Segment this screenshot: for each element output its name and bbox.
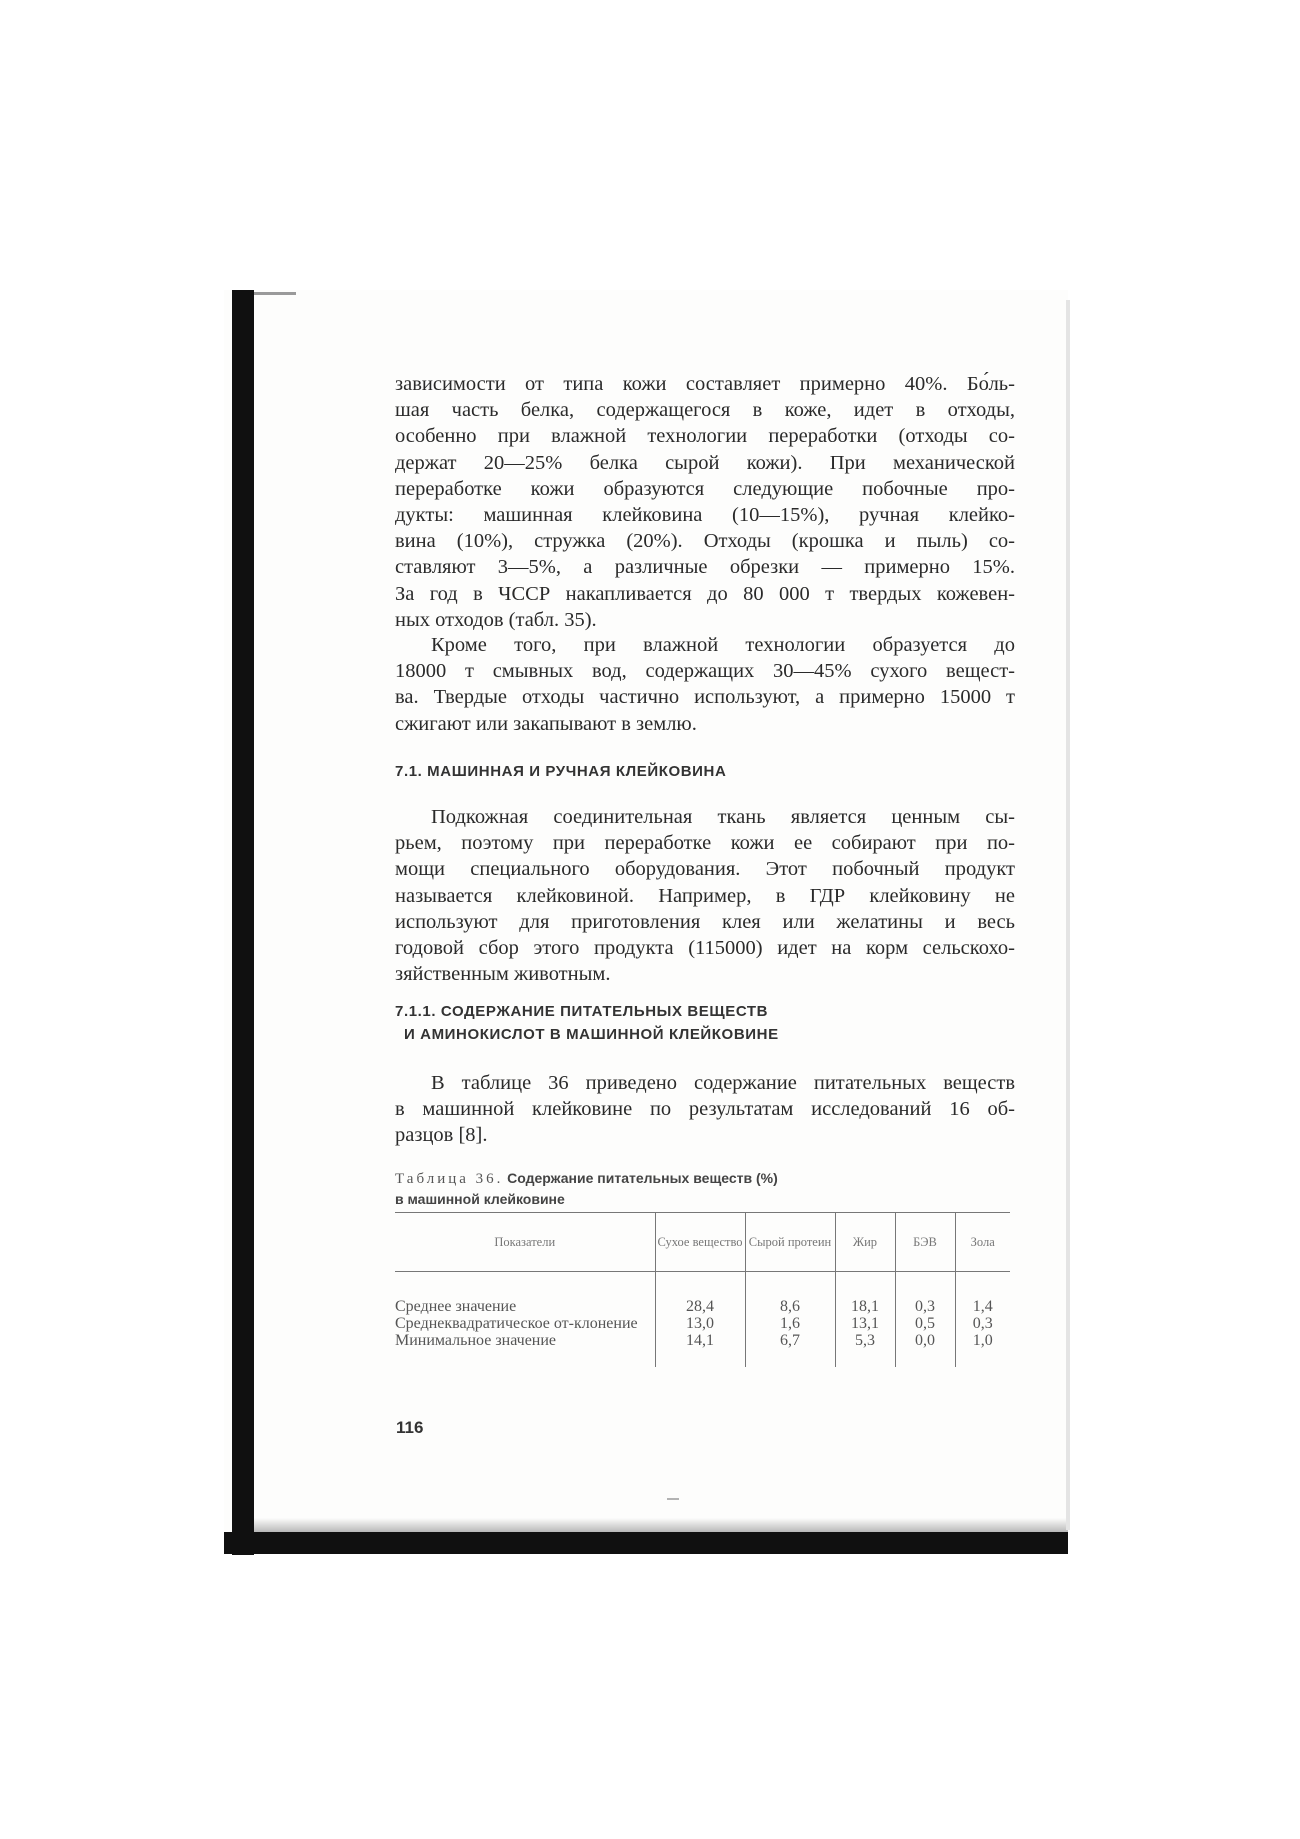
table-cell: 1,4: [955, 1298, 1010, 1315]
text-line: зависимости от типа кожи составляет примерно 40%. Бо́ль-: [395, 373, 1015, 395]
table-cell: 1,0: [955, 1332, 1010, 1367]
section-heading-7-1: [395, 760, 1035, 783]
table-caption: [395, 1168, 1015, 1209]
text-line: шая часть белка, содержащегося в коже, идет в отходы,: [395, 399, 1015, 422]
table-row: [395, 1298, 1010, 1315]
text-line: в машинной клейковине по результатам исследований 16 об-: [395, 1098, 1015, 1121]
table-cell: 8,6: [745, 1298, 835, 1315]
text-line: рьем, поэтому при переработке кожи ее собирают при по-: [395, 832, 1015, 855]
header-cell: Зола: [955, 1213, 1010, 1272]
table-cell: 13,0: [655, 1315, 745, 1332]
table-cell: 0,3: [895, 1298, 955, 1315]
header-cell: БЭВ: [895, 1213, 955, 1272]
scan-speck: [667, 1498, 679, 1500]
section-heading-7-1-1: [395, 1000, 1035, 1046]
table-row: [395, 1315, 1010, 1332]
paragraph-table-intro: [395, 1070, 1015, 1149]
text-line: зяйственным животным.: [395, 963, 611, 986]
table-cell: 14,1: [655, 1332, 745, 1367]
table-caption-title: в машинной клейковине: [395, 1191, 565, 1207]
text-line: годовой сбор этого продукта (115000) идет на корм сельскохо-: [395, 937, 1015, 960]
table-cell: 28,4: [655, 1298, 745, 1315]
text-line: В таблице 36 приведено содержание питательных веществ: [431, 1072, 1015, 1094]
text-line: переработке кожи образуются следующие побочные про-: [395, 477, 1015, 500]
text-line: держат 20—25% белка сырой кожи). При механической: [395, 451, 1015, 474]
scan-shadow-left: [232, 290, 254, 1555]
heading-line: 7.1.1. СОДЕРЖАНИЕ ПИТАТЕЛЬНЫХ ВЕЩЕСТВ: [395, 1003, 769, 1020]
text-line: ва. Твердые отходы частично используют, а примерно 15000 т: [395, 686, 1015, 709]
row-label: Среднее значение: [395, 1298, 517, 1315]
text-line: ставляют 3—5%, а различные обрезки — примерно 15%.: [395, 556, 1015, 579]
table-caption-title: Содержание питательных веществ (%): [507, 1170, 778, 1186]
scan-shadow-bottom: [224, 1532, 1068, 1554]
heading-line: 7.1. МАШИННАЯ И РУЧНАЯ КЛЕЙКОВИНА: [395, 763, 727, 780]
text-line: разцов [8].: [395, 1124, 488, 1147]
text-line: мощи специального оборудования. Этот побочный продукт: [395, 858, 1015, 881]
table-cell: 0,5: [895, 1315, 955, 1332]
text-line: За год в ЧССР накапливается до 80 000 т твердых кожевен-: [395, 582, 1015, 605]
text-line: называется клейковиной. Например, в ГДР клейковину не: [395, 884, 1015, 907]
header-cell: Сухое вещество: [655, 1213, 745, 1272]
paragraph-wastewater: [395, 632, 1015, 737]
text-line: используют для приготовления клея или желатины и весь: [395, 910, 1015, 933]
page-number: 116: [396, 1418, 424, 1437]
table-caption-label: Таблица 36.: [395, 1171, 504, 1187]
text-line: Подкожная соединительная ткань является ценным сы-: [431, 806, 1015, 828]
table-cell: 0,3: [955, 1315, 1010, 1332]
header-cell: Показатели: [395, 1213, 655, 1272]
row-label: Минимальное значение: [395, 1332, 557, 1349]
text-line: дукты: машинная клейковина (10—15%), ручная клейко-: [395, 504, 1015, 527]
scan-edge-right: [1066, 300, 1070, 1530]
scan-edge-mark: [254, 292, 296, 295]
text-line: вина (10%), стружка (20%). Отходы (крошка и пыль) со-: [395, 530, 1015, 553]
table-cell: 5,3: [835, 1332, 895, 1367]
nutrient-table: [395, 1212, 1010, 1367]
text-line: ных отходов (табл. 35).: [395, 608, 597, 631]
table-cell: 18,1: [835, 1298, 895, 1315]
header-cell: Сырой протеин: [745, 1213, 835, 1272]
table-cell: 13,1: [835, 1315, 895, 1332]
heading-line: И АМИНОКИСЛОТ В МАШИННОЙ КЛЕЙКОВИНЕ: [404, 1026, 779, 1043]
table-header-row: [395, 1213, 1010, 1272]
table-cell: 6,7: [745, 1332, 835, 1367]
table-cell: 1,6: [745, 1315, 835, 1332]
header-cell: Жир: [835, 1213, 895, 1272]
paragraph-glue-stock: [395, 804, 1015, 987]
text-line: 18000 т смывных вод, содержащих 30—45% сухого вещест-: [395, 660, 1015, 683]
scan-shadow-fade: [254, 1518, 1068, 1532]
text-line: особенно при влажной технологии переработки (отходы со-: [395, 425, 1015, 448]
table-cell: 0,0: [895, 1332, 955, 1367]
text-line: Кроме того, при влажной технологии образуется до: [431, 634, 1015, 656]
paragraph-intro: [395, 371, 1015, 633]
row-label: Среднеквадратическое от-клонение: [395, 1315, 638, 1332]
text-line: сжигают или закапывают в землю.: [395, 712, 697, 735]
table-row: [395, 1332, 1010, 1367]
table-spacer-row: [395, 1272, 1010, 1299]
